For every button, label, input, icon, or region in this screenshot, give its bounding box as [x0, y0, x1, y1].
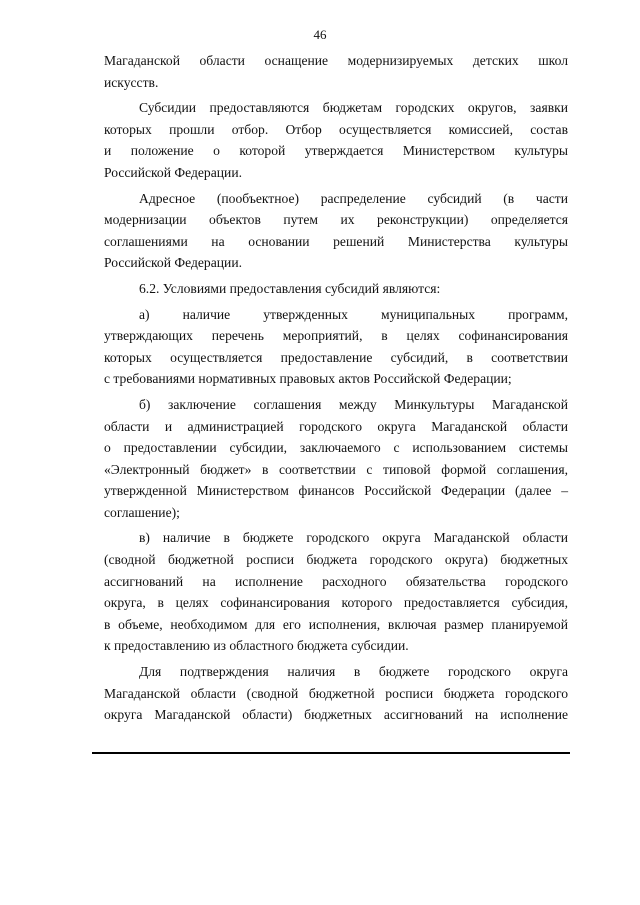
- text-line: о предоставлении субсидии, заключаемого с использованием системы: [104, 440, 568, 456]
- text-line: утверждающих перечень мероприятий, в целях софинансирования: [104, 328, 568, 344]
- text-line: (сводной бюджетной росписи бюджета городского округа) бюджетных: [104, 552, 568, 568]
- paragraph-confirmation: [104, 661, 568, 726]
- text-line: ассигнований на исполнение расходного обязательства городского: [104, 573, 568, 589]
- text-line: утвержденной Министерством финансов Российской Федерации (далее –: [104, 483, 568, 499]
- text-line: в объеме, необходимом для его исполнения, включая размер планируемой: [104, 616, 568, 632]
- text-line: б) заключение соглашения между Минкультуры Магаданской: [139, 396, 568, 412]
- text-line: модернизации объектов путем их реконструкции) определяется: [104, 212, 568, 228]
- list-item-a: [104, 304, 568, 390]
- text-line: округа Магаданской области) бюджетных ассигнований на исполнение: [104, 707, 568, 723]
- page-number: 46: [313, 27, 327, 42]
- text-line: которых прошли отбор. Отбор осуществляется комиссией, состав: [104, 121, 568, 137]
- paragraph-distribution: [104, 188, 568, 274]
- text-line: округа, в целях софинансирования которого предоставляется субсидия,: [104, 595, 568, 611]
- text-line: «Электронный бюджет» в соответствии с типовой формой соглашения,: [104, 461, 568, 477]
- text-line: 6.2. Условиями предоставления субсидий являются:: [139, 280, 441, 296]
- text-line: в) наличие в бюджете городского округа Магаданской области: [139, 530, 568, 546]
- text-line: которых осуществляется предоставление субсидий, в соответствии: [104, 349, 568, 365]
- horizontal-rule: [92, 752, 570, 754]
- document-body: [104, 50, 568, 726]
- text-line: Магаданской области оснащение модернизируемых детских школ: [104, 53, 568, 68]
- text-line: а) наличие утвержденных муниципальных программ,: [139, 306, 568, 322]
- text-line: соглашениями на основании решений Министерства культуры: [104, 233, 568, 249]
- text-line: Российской Федерации.: [104, 255, 242, 271]
- text-line: с требованиями нормативных правовых актов Российской Федерации;: [104, 371, 512, 387]
- list-item-b: [104, 394, 568, 524]
- list-item-v: [104, 527, 568, 657]
- paragraph-conditions-heading: [104, 278, 568, 300]
- text-line: Российской Федерации.: [104, 164, 242, 180]
- text-line: области и администрацией городского округа Магаданской области: [104, 418, 568, 434]
- text-line: соглашение);: [104, 504, 180, 520]
- text-line: Магаданской области (сводной бюджетной росписи бюджета городского: [104, 685, 568, 701]
- text-line: Адресное (пообъектное) распределение субсидий (в части: [139, 190, 568, 206]
- text-line: и положение о которой утверждается Министерством культуры: [104, 143, 568, 159]
- text-line: Субсидии предоставляются бюджетам городских округов, заявки: [139, 100, 568, 116]
- text-line: искусств.: [104, 74, 159, 90]
- text-line: к предоставлению из областного бюджета субсидии.: [104, 638, 409, 654]
- text-line: Для подтверждения наличия в бюджете городского округа: [139, 664, 568, 680]
- paragraph-continuation: [104, 50, 568, 93]
- paragraph-subsidies: [104, 97, 568, 183]
